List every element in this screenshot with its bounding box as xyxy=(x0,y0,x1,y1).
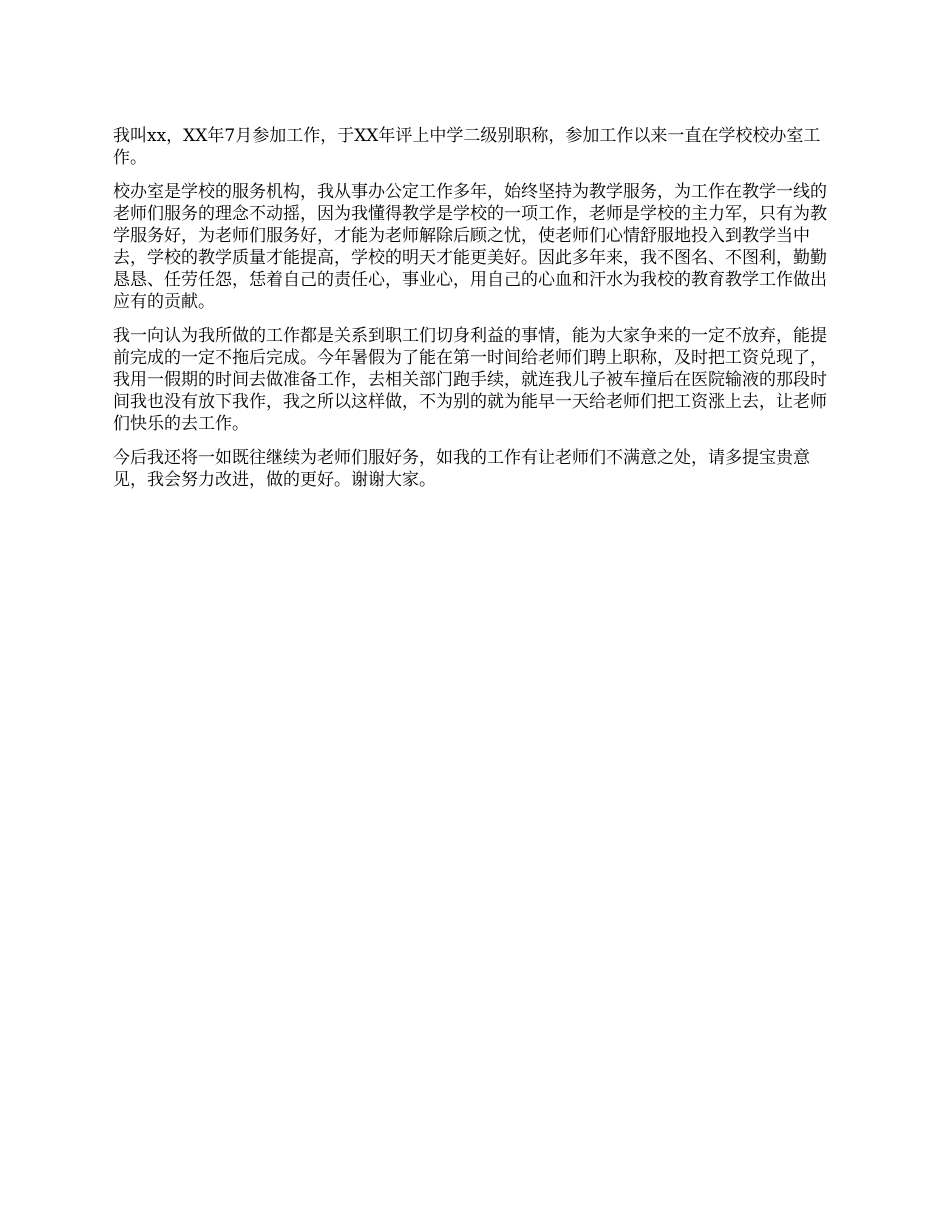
paragraph-2: 校办室是学校的服务机构，我从事办公定工作多年，始终坚持为教学服务，为工作在教学一线的老师们服务的理念不动摇，因为我懂得教学是学校的一项工作，老师是学校的主力军，只有为教学服务好，为老师们服务好，才能为老师解除后顾之忧，使老师们心情舒服地投入到教学当中去，学校的教学质量才能提高，学校的明天才能更美好。因此多年来，我不图名、不图利，勤勤恳恳、任劳任怨，恁着自己的责任心，事业心，用自己的心血和汗水为我校的教育教学工作做出应有的贡献。 xyxy=(113,182,827,312)
document-body xyxy=(113,125,840,503)
paragraph-4: 今后我还将一如既往继续为老师们服好务，如我的工作有让老师们不满意之处，请多提宝贵意见，我会努力改进，做的更好。谢谢大家。 xyxy=(113,448,810,490)
paragraph-3: 我一向认为我所做的工作都是关系到职工们切身利益的事情，能为大家争来的一定不放弃，能提前完成的一定不拖后完成。今年暑假为了能在第一时间给老师们聘上职称，及时把工资兑现了，我用一假期的时间去做准备工作，去相关部门跑手续，就连我儿子被车撞后在医院输液的那段时间我也没有放下我作，我之所以这样做，不为别的就为能早一天给老师们把工资涨上去，让老师们快乐的去工作。 xyxy=(113,326,827,434)
paragraph-1: 我叫xx，XX年7月参加工作，于XX年评上中学二级别职称，参加工作以来一直在学校校办室工作。 xyxy=(113,126,821,168)
